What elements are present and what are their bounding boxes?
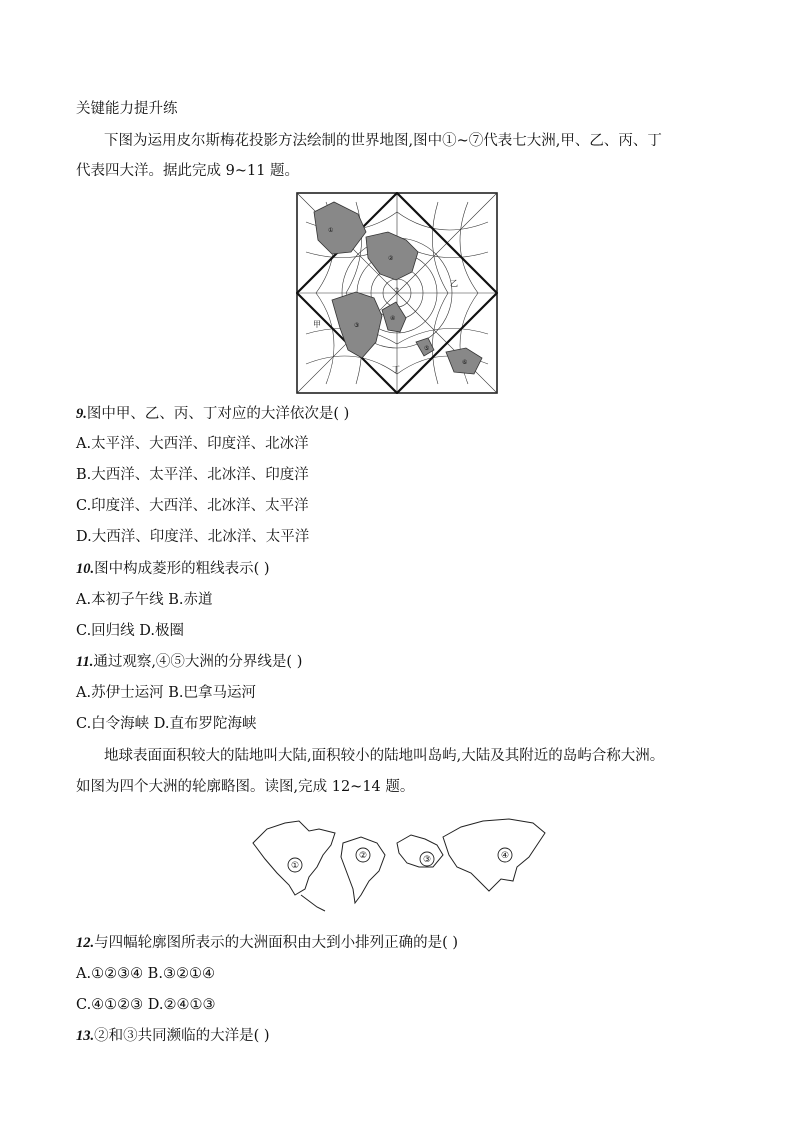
continent-num-7: ⑦ [394,287,400,294]
q9-stem: 图中甲、乙、丙、丁对应的大洋依次是( ) [86,406,350,422]
continent-num-2: ② [388,255,394,262]
q13-stem: ②和③共同濒临的大洋是( ) [94,1028,270,1044]
q11-stem-line [76,652,302,672]
quincuncial-map-figure [296,192,498,394]
q13-number: 13. [76,1028,95,1044]
q12-stem-line [76,933,458,953]
q11-stem: 通过观察,④⑤大洲的分界线是( ) [93,654,303,670]
outline-label-1: ① [290,861,300,871]
section-title: 关键能力提升练 [76,101,178,117]
outline-label-2: ② [358,851,368,861]
q9-stem-line [76,404,349,424]
continent-outlines-figure [247,815,547,920]
q9-option-d: D.大西洋、印度洋、北冰洋、太平洋 [76,529,310,545]
q12-options-row2: C.④①②③ D.②④①③ [76,997,216,1013]
q13-stem-line [76,1026,270,1046]
q12-number: 12. [76,935,95,951]
q9-option-b: B.大西洋、太平洋、北冰洋、印度洋 [76,467,309,483]
q10-stem: 图中构成菱形的粗线表示( ) [94,561,270,577]
q11-options-row1: A.苏伊士运河 B.巴拿马运河 [76,685,256,701]
intro1-line2: 代表四大洋。据此完成 9~11 题。 [76,163,300,179]
intro2-line1: 地球表面面积较大的陆地叫大陆,面积较小的陆地叫岛屿,大陆及其附近的岛屿合称大洲。 [104,748,665,764]
outline-label-3: ③ [422,855,432,865]
q9-number: 9. [76,406,87,422]
outline-label-4: ④ [500,851,510,861]
label-ding: 丁 [392,365,400,374]
label-jia: 甲 [313,320,321,329]
intro1-line1: 下图为运用皮尔斯梅花投影方法绘制的世界地图,图中①~⑦代表七大洲,甲、乙、丙、丁 [104,133,662,149]
q12-stem: 与四幅轮廓图所表示的大洲面积由大到小排列正确的是( ) [94,935,459,951]
continent-num-1: ① [328,227,334,234]
q10-options-row1: A.本初子午线 B.赤道 [76,592,213,608]
continent-num-3: ③ [354,322,360,329]
continent-num-6: ⑥ [462,359,468,366]
q12-options-row1: A.①②③④ B.③②①④ [76,966,215,982]
q10-options-row2: C.回归线 D.极圈 [76,623,185,639]
q11-number: 11. [76,654,94,670]
continent-num-4: ④ [390,315,396,322]
q10-stem-line [76,559,270,579]
label-yi: 乙 [450,279,458,288]
continent-num-5: ⑤ [424,345,430,352]
q11-options-row2: C.白令海峡 D.直布罗陀海峡 [76,716,257,732]
q9-option-a: A.太平洋、大西洋、印度洋、北冰洋 [76,436,309,452]
q10-number: 10. [76,561,95,577]
q9-option-c: C.印度洋、大西洋、北冰洋、太平洋 [76,498,309,514]
intro2-line2: 如图为四个大洲的轮廓略图。读图,完成 12~14 题。 [76,779,415,795]
